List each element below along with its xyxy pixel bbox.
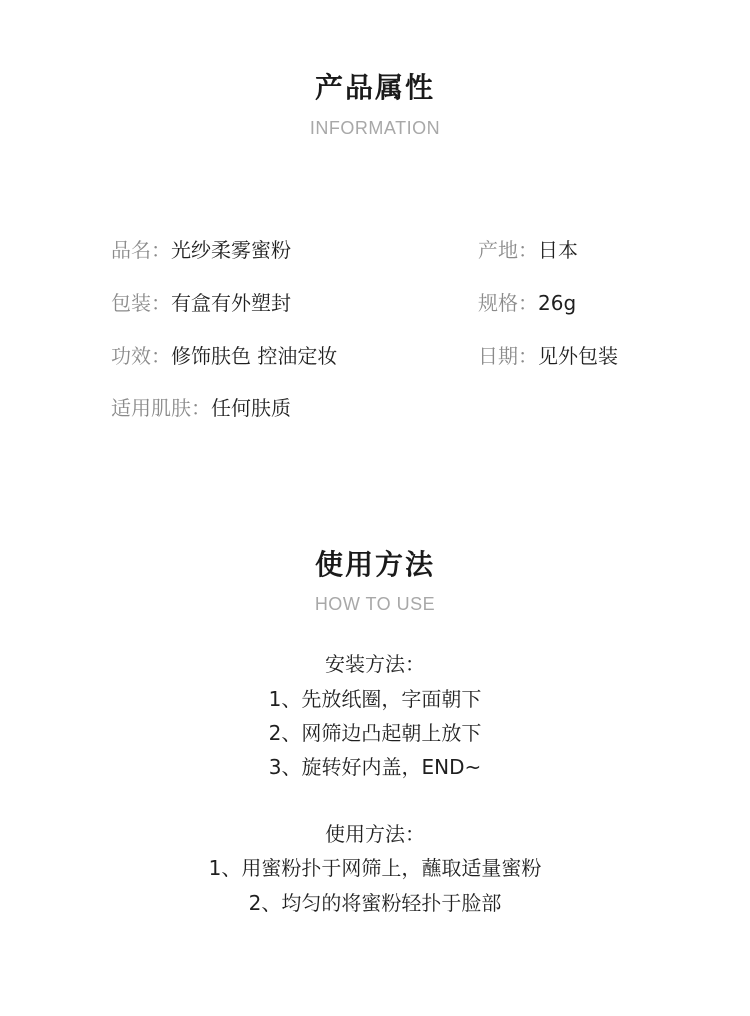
attr-effect-label: 功效： — [111, 344, 171, 368]
use-step: 1、用蜜粉扑于网筛上，蘸取适量蜜粉 — [208, 856, 542, 880]
attr-spec-value: 26g — [538, 291, 577, 315]
usage-subtitle: HOW TO USE — [314, 594, 436, 614]
use-step: 2、均匀的将蜜粉轻扑于脸部 — [248, 891, 502, 915]
attr-skin-value: 任何肤质 — [211, 396, 291, 420]
install-step: 3、旋转好内盖，END~ — [268, 755, 482, 779]
attr-skin-label: 适用肌肤： — [111, 396, 211, 420]
use-heading: 使用方法： — [325, 822, 425, 846]
attr-origin-value: 日本 — [538, 238, 578, 262]
attr-date-value: 见外包装 — [538, 344, 618, 368]
attr-packaging-value: 有盒有外塑封 — [171, 291, 291, 315]
install-heading: 安装方法： — [325, 652, 425, 676]
attr-spec — [478, 293, 576, 313]
attr-name — [111, 240, 291, 260]
attr-origin-label: 产地： — [478, 238, 538, 262]
attr-spec-label: 规格： — [478, 291, 538, 315]
install-step: 2、网筛边凸起朝上放下 — [268, 721, 482, 745]
install-step: 1、先放纸圈，字面朝下 — [268, 687, 482, 711]
attr-packaging — [111, 293, 291, 313]
usage-title: 使用方法 — [314, 548, 435, 581]
product-attributes-subtitle: INFORMATION — [309, 118, 441, 138]
attr-origin — [478, 240, 578, 260]
attr-name-label: 品名： — [111, 238, 171, 262]
product-attributes-title: 产品属性 — [314, 71, 435, 104]
attr-name-value: 光纱柔雾蜜粉 — [171, 238, 291, 262]
attr-skin — [111, 398, 291, 418]
attr-effect — [111, 346, 337, 366]
attr-effect-value: 修饰肤色 控油定妆 — [171, 344, 338, 368]
attr-date-label: 日期： — [478, 344, 538, 368]
attr-date — [478, 346, 618, 366]
attr-packaging-label: 包装： — [111, 291, 171, 315]
